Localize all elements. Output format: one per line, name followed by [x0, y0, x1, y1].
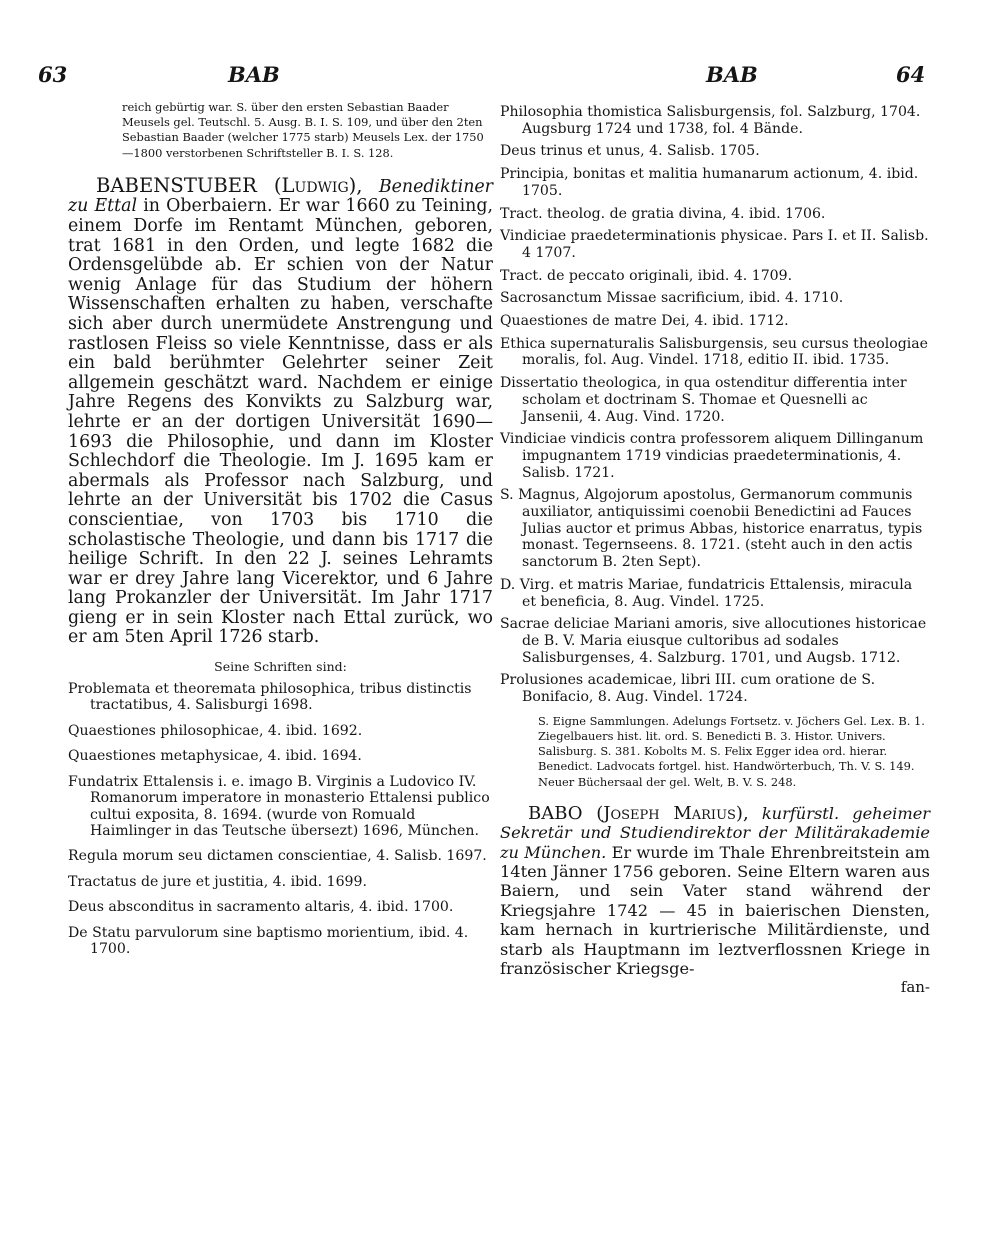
- article-babo: [500, 804, 930, 979]
- article-body: Er wurde im Thale Ehrenbreitstein am 14ten Jänner 1756 geboren. Seine Eltern waren aus Baiern, und sein Vater stand während der Kriegsjahre 1742 — 45 in baierischen Diensten, kam hernach in kurtrierische Militärdienste, und starb als Hauptmann im leztverflossnen Kriege in französischer Kriegsge-: [500, 842, 930, 979]
- right-running-headword: BAB: [706, 62, 758, 87]
- writing-entry: Sacrosanctum Missae sacrificium, ibid. 4. 1710.: [500, 290, 844, 307]
- article-heading: BABENSTUBER (Ludwig),: [96, 173, 363, 197]
- writing-entry: Vindiciae praedeterminationis physicae. Pars I. et II. Salisb. 4 1707.: [500, 228, 929, 261]
- writing-entry: Regula morum seu dictamen conscientiae, 4. Salisb. 1697.: [68, 848, 487, 865]
- article-babenstuber: [68, 173, 493, 648]
- writing-entry: Philosophia thomistica Salisburgensis, fol. Salzburg, 1704. Augsburg 1724 und 1738, fol. 4 Bände.: [500, 104, 921, 137]
- writing-entry: De Statu parvulorum sine baptismo morientium, ibid. 4. 1700.: [68, 924, 469, 957]
- writing-entry: Problemata et theoremata philosophica, tribus distinctis tractatibus, 4. Salisburgi 1698.: [68, 681, 472, 714]
- writing-entry: Ethica supernaturalis Salisburgensis, seu cursus theologiae moralis, fol. Aug. Vindel. 1718, editio II. ibid. 1735.: [500, 335, 929, 369]
- writings-heading: Seine Schriften sind:: [214, 659, 347, 675]
- writing-entry: S. Magnus, Algojorum apostolus, Germanorum communis auxiliator, antiquissimi coenobii Benedictini ad Fauces Julias auctor et primus Abbas, historice enarratus, typis monast. Tegernseens. 8. 1721. (steht auch in den actis sanctorum B. 2ten Sept).: [500, 487, 923, 571]
- left-page-number: 63: [38, 62, 68, 87]
- writing-entry: Tract. theolog. de gratia divina, 4. ibid. 1706.: [500, 205, 826, 222]
- writing-entry: Deus trinus et unus, 4. Salisb. 1705.: [500, 143, 760, 160]
- writing-entry: Tractatus de jure et justitia, 4. ibid. 1699.: [68, 873, 367, 890]
- writing-entry: Quaestiones philosophicae, 4. ibid. 1692.: [68, 722, 363, 739]
- writing-entry: Dissertatio theologica, in qua ostenditur differentia inter scholam et doctrinam S. Thomae et Quesnelli ac Jansenii, 4. Aug. Vind. 1720.: [500, 375, 907, 425]
- left-running-headword: BAB: [228, 62, 280, 87]
- article-heading: BABO (Joseph Marius),: [528, 802, 749, 824]
- left-column: [68, 100, 493, 966]
- sources-note: S. Eigne Sammlungen. Adelungs Fortsetz. v. Jöchers Gel. Lex. B. 1. Ziegelbauers hist. lit. ord. S. Benedicti B. 3. Histor. Univers. Salisburg. S. 381. Kobolts M. S. Felix Egger idea ord. hierar. Benedict. Ladvocats fortgel. hist. Handwörterbuch, Th. V. S. 149. Neuer Büchersaal der gel. Welt, B. V. S. 248.: [538, 713, 925, 789]
- catchword: fan-: [900, 978, 930, 997]
- article-role: Benediktiner zu Ettal: [68, 176, 493, 217]
- article-body: in Oberbaiern. Er war 1660 zu Teining, einem Dorfe im Rentamt München, geboren, trat 1681 in den Orden, und legte 1682 die Ordensgelübde ab. Er schien von der Natur wenig Anlage für das Studium der höhern Wissenschaften erhalten zu haben, verschafte sich aber durch unermüdete Anstrengung und rastlosen Fleiss so viele Kenntnisse, dass er als ein bald berühmter Gelehrter seiner Zeit allgemein geschätzt ward. Nachdem er einige Jahre Regens des Konvikts zu Salzburg war, lehrte er an der dortigen Universität 1690—1693 die Philosophie, und dann im Kloster Schlechdorf die Theologie. Im J. 1695 kam er abermals als Professor nach Salzburg, und lehrte an der Universität bis 1702 die Casus conscientiae, von 1703 bis 1710 die scholastische Theologie, und dann bis 1717 die heilige Schrift. In den 22 J. seines Lehramts war er drey Jahre lang Vicerektor, und 6 Jahre lang Prokanzler der Universität. Im Jahr 1717 gieng er in sein Kloster nach Ettal zurück, wo er am 5ten April 1726 starb.: [68, 196, 493, 648]
- writing-entry: Tract. de peccato originali, ibid. 4. 1709.: [500, 267, 793, 284]
- footnote-continuation: reich gebürtig war. S. über den ersten Sebastian Baader Meusels gel. Teutschl. 5. Ausg. B. I. S. 109, und über den 2ten Sebastian Baader (welcher 1775 starb) Meusels Lex. der 1750—1800 verstorbenen Schriftsteller B. I. S. 128.: [122, 100, 484, 160]
- writing-entry: Sacrae deliciae Mariani amoris, sive allocutiones historicae de B. V. Maria eiusque cultoribus ad sodales Salisburgenses, 4. Salzburg. 1701, und Augsb. 1712.: [500, 616, 927, 666]
- writing-entry: Principia, bonitas et malitia humanarum actionum, 4. ibid. 1705.: [500, 166, 919, 199]
- writing-entry: Fundatrix Ettalensis i. e. imago B. Virginis a Ludovico IV. Romanorum imperatore in monasterio Ettalensi publico cultui exposita, 8. 1694. (wurde von Romuald Haimlinger in das Teutsche übersezt) 1696, München.: [68, 773, 490, 839]
- right-page-number: 64: [896, 62, 926, 87]
- article-role: kurfürstl. geheimer Sekretär und Studiendirektor der Militärakademie zu München.: [500, 803, 931, 862]
- writing-entry: Quaestiones metaphysicae, 4. ibid. 1694.: [68, 748, 362, 765]
- writing-entry: D. Virg. et matris Mariae, fundatricis Ettalensis, miracula et beneficia, 8. Aug. Vindel. 1725.: [500, 576, 913, 610]
- writing-entry: Prolusiones academicae, libri III. cum oratione de S. Bonifacio, 8. Aug. Vindel. 1724.: [500, 672, 876, 706]
- writing-entry: Quaestiones de matre Dei, 4. ibid. 1712.: [500, 313, 789, 330]
- writing-entry: Vindiciae vindicis contra professorem aliquem Dillinganum impugnantem 1719 vindicias praedeterminationis, 4. Salisb. 1721.: [500, 431, 924, 481]
- writing-entry: Deus absconditus in sacramento altaris, 4. ibid. 1700.: [68, 899, 454, 916]
- right-column: [500, 100, 930, 997]
